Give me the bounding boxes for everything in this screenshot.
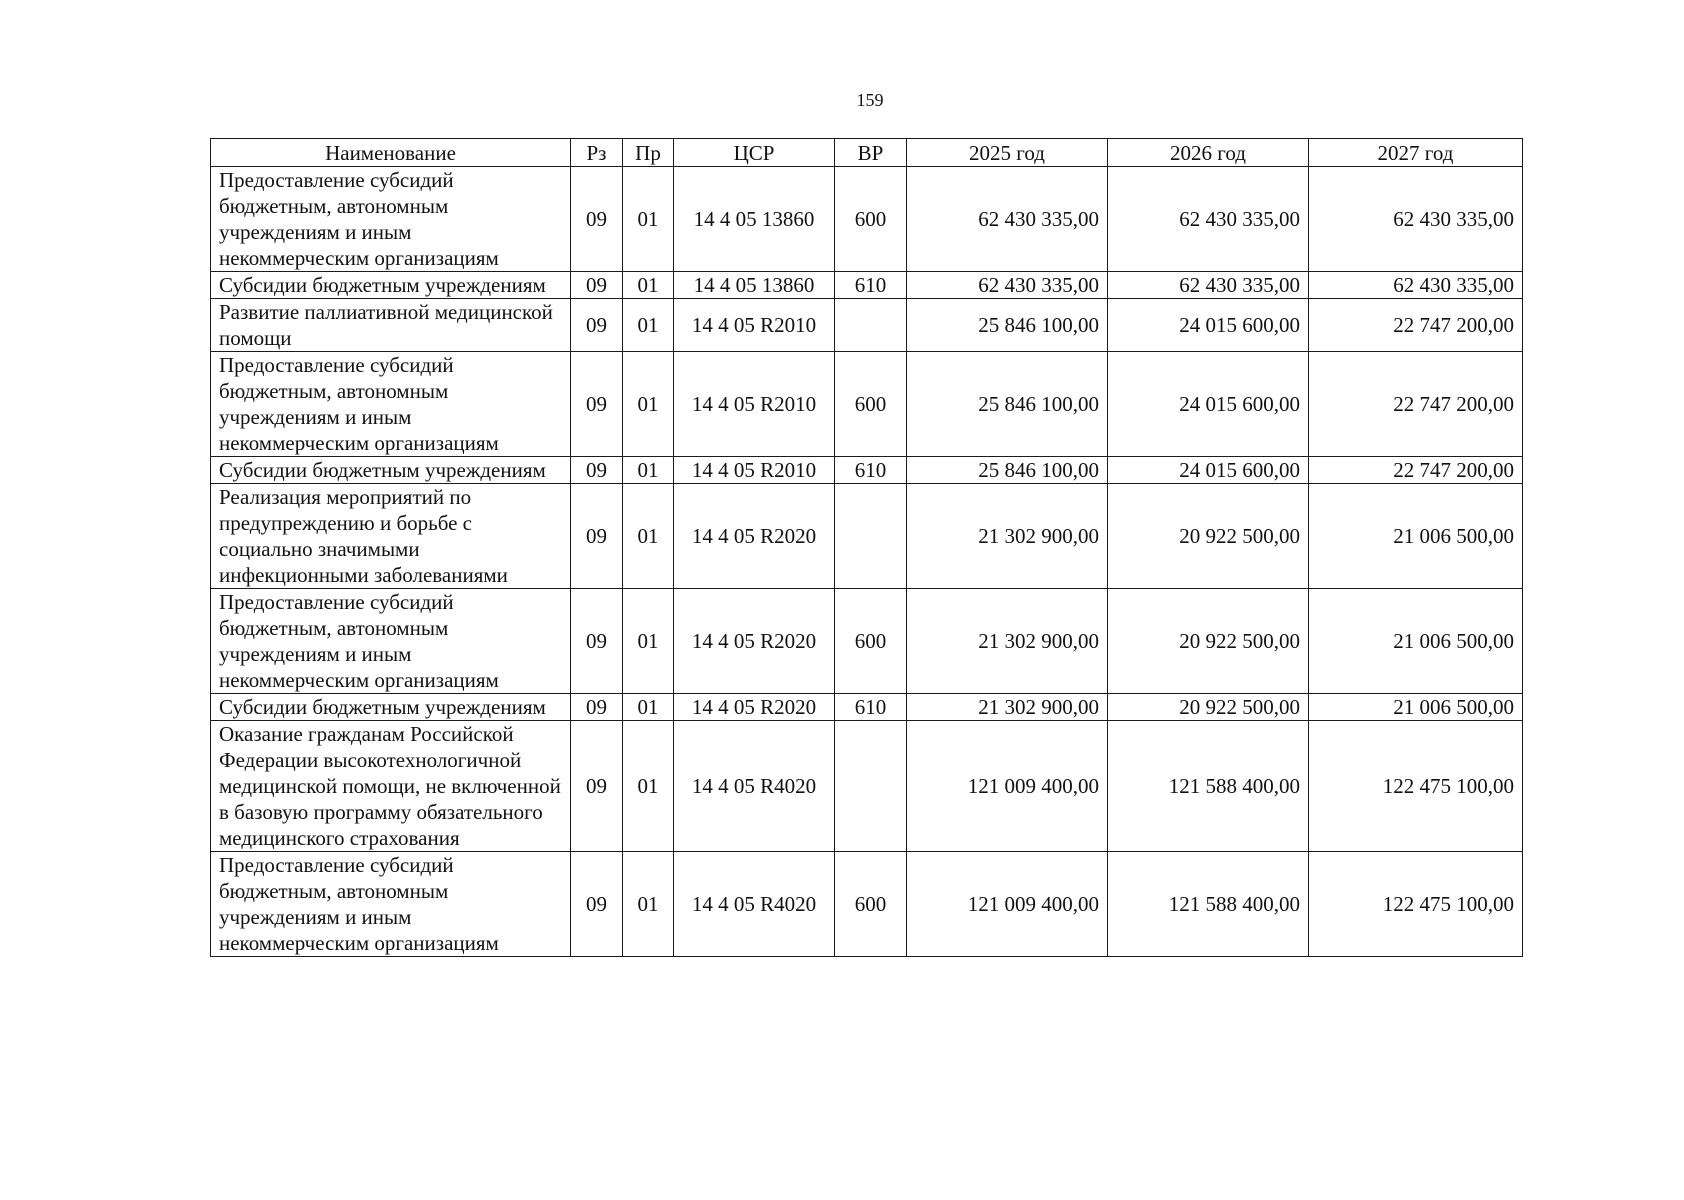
cell-2025: 25 846 100,00 xyxy=(907,299,1108,352)
cell-vr xyxy=(835,721,907,852)
cell-2025: 21 302 900,00 xyxy=(907,484,1108,589)
cell-2026: 24 015 600,00 xyxy=(1108,457,1309,484)
cell-pr: 01 xyxy=(623,352,674,457)
cell-vr: 610 xyxy=(835,457,907,484)
cell-pr: 01 xyxy=(623,484,674,589)
cell-vr xyxy=(835,299,907,352)
cell-2026: 62 430 335,00 xyxy=(1108,167,1309,272)
cell-name: Реализация мероприятий по предупреждению и борьбе с социально значимыми инфекционными заболеваниями xyxy=(211,484,571,589)
cell-rz: 09 xyxy=(571,721,623,852)
cell-csr: 14 4 05 R2010 xyxy=(674,457,835,484)
cell-2026: 20 922 500,00 xyxy=(1108,484,1309,589)
table-row xyxy=(211,272,1523,299)
header-2026: 2026 год xyxy=(1108,139,1309,167)
cell-2025: 121 009 400,00 xyxy=(907,721,1108,852)
cell-2025: 62 430 335,00 xyxy=(907,167,1108,272)
table-row xyxy=(211,167,1523,272)
header-csr: ЦСР xyxy=(674,139,835,167)
cell-csr: 14 4 05 R2010 xyxy=(674,299,835,352)
cell-rz: 09 xyxy=(571,299,623,352)
cell-rz: 09 xyxy=(571,589,623,694)
cell-2025: 21 302 900,00 xyxy=(907,589,1108,694)
cell-pr: 01 xyxy=(623,721,674,852)
cell-2027: 22 747 200,00 xyxy=(1309,352,1523,457)
cell-2026: 121 588 400,00 xyxy=(1108,721,1309,852)
cell-2027: 122 475 100,00 xyxy=(1309,852,1523,957)
cell-vr: 600 xyxy=(835,167,907,272)
cell-rz: 09 xyxy=(571,484,623,589)
header-2025: 2025 год xyxy=(907,139,1108,167)
cell-csr: 14 4 05 R2020 xyxy=(674,694,835,721)
header-2027: 2027 год xyxy=(1309,139,1523,167)
header-name: Наименование xyxy=(211,139,571,167)
table-row xyxy=(211,721,1523,852)
header-rz: Рз xyxy=(571,139,623,167)
budget-table xyxy=(210,138,1523,957)
cell-csr: 14 4 05 13860 xyxy=(674,272,835,299)
table-row xyxy=(211,694,1523,721)
header-vr: ВР xyxy=(835,139,907,167)
cell-2026: 20 922 500,00 xyxy=(1108,694,1309,721)
cell-csr: 14 4 05 R4020 xyxy=(674,721,835,852)
cell-csr: 14 4 05 R2020 xyxy=(674,484,835,589)
cell-name: Оказание гражданам Российской Федерации высокотехнологичной медицинской помощи, не включенной в базовую программу обязательного медицинского страхования xyxy=(211,721,571,852)
cell-2027: 21 006 500,00 xyxy=(1309,589,1523,694)
table-row xyxy=(211,852,1523,957)
cell-2027: 21 006 500,00 xyxy=(1309,694,1523,721)
cell-rz: 09 xyxy=(571,457,623,484)
cell-rz: 09 xyxy=(571,852,623,957)
cell-pr: 01 xyxy=(623,299,674,352)
cell-2025: 25 846 100,00 xyxy=(907,457,1108,484)
cell-2026: 62 430 335,00 xyxy=(1108,272,1309,299)
cell-2025: 25 846 100,00 xyxy=(907,352,1108,457)
cell-2025: 121 009 400,00 xyxy=(907,852,1108,957)
cell-2025: 62 430 335,00 xyxy=(907,272,1108,299)
cell-name: Предоставление субсидий бюджетным, автономным учреждениям и иным некоммерческим организациям xyxy=(211,352,571,457)
cell-name: Предоставление субсидий бюджетным, автономным учреждениям и иным некоммерческим организациям xyxy=(211,852,571,957)
cell-pr: 01 xyxy=(623,272,674,299)
cell-2027: 62 430 335,00 xyxy=(1309,272,1523,299)
cell-vr: 600 xyxy=(835,589,907,694)
cell-2026: 121 588 400,00 xyxy=(1108,852,1309,957)
cell-name: Развитие паллиативной медицинской помощи xyxy=(211,299,571,352)
cell-2026: 24 015 600,00 xyxy=(1108,352,1309,457)
cell-vr: 610 xyxy=(835,694,907,721)
cell-2027: 122 475 100,00 xyxy=(1309,721,1523,852)
cell-csr: 14 4 05 R2010 xyxy=(674,352,835,457)
cell-name: Субсидии бюджетным учреждениям xyxy=(211,457,571,484)
cell-pr: 01 xyxy=(623,457,674,484)
header-pr: Пр xyxy=(623,139,674,167)
cell-pr: 01 xyxy=(623,167,674,272)
cell-csr: 14 4 05 R2020 xyxy=(674,589,835,694)
cell-rz: 09 xyxy=(571,272,623,299)
cell-rz: 09 xyxy=(571,352,623,457)
cell-name: Субсидии бюджетным учреждениям xyxy=(211,694,571,721)
cell-pr: 01 xyxy=(623,852,674,957)
cell-2027: 22 747 200,00 xyxy=(1309,457,1523,484)
cell-2027: 21 006 500,00 xyxy=(1309,484,1523,589)
cell-name: Субсидии бюджетным учреждениям xyxy=(211,272,571,299)
cell-2027: 62 430 335,00 xyxy=(1309,167,1523,272)
cell-rz: 09 xyxy=(571,167,623,272)
table-row xyxy=(211,299,1523,352)
cell-pr: 01 xyxy=(623,589,674,694)
table-row xyxy=(211,352,1523,457)
cell-csr: 14 4 05 13860 xyxy=(674,167,835,272)
page-number: 159 xyxy=(856,90,884,110)
cell-vr: 600 xyxy=(835,852,907,957)
cell-vr xyxy=(835,484,907,589)
cell-2026: 20 922 500,00 xyxy=(1108,589,1309,694)
table-row xyxy=(211,457,1523,484)
cell-pr: 01 xyxy=(623,694,674,721)
cell-2027: 22 747 200,00 xyxy=(1309,299,1523,352)
cell-vr: 610 xyxy=(835,272,907,299)
table-row xyxy=(211,589,1523,694)
cell-vr: 600 xyxy=(835,352,907,457)
cell-name: Предоставление субсидий бюджетным, автономным учреждениям и иным некоммерческим организациям xyxy=(211,167,571,272)
cell-2026: 24 015 600,00 xyxy=(1108,299,1309,352)
cell-name: Предоставление субсидий бюджетным, автономным учреждениям и иным некоммерческим организациям xyxy=(211,589,571,694)
cell-2025: 21 302 900,00 xyxy=(907,694,1108,721)
cell-rz: 09 xyxy=(571,694,623,721)
cell-csr: 14 4 05 R4020 xyxy=(674,852,835,957)
table-header-row xyxy=(211,139,1523,167)
table-row xyxy=(211,484,1523,589)
